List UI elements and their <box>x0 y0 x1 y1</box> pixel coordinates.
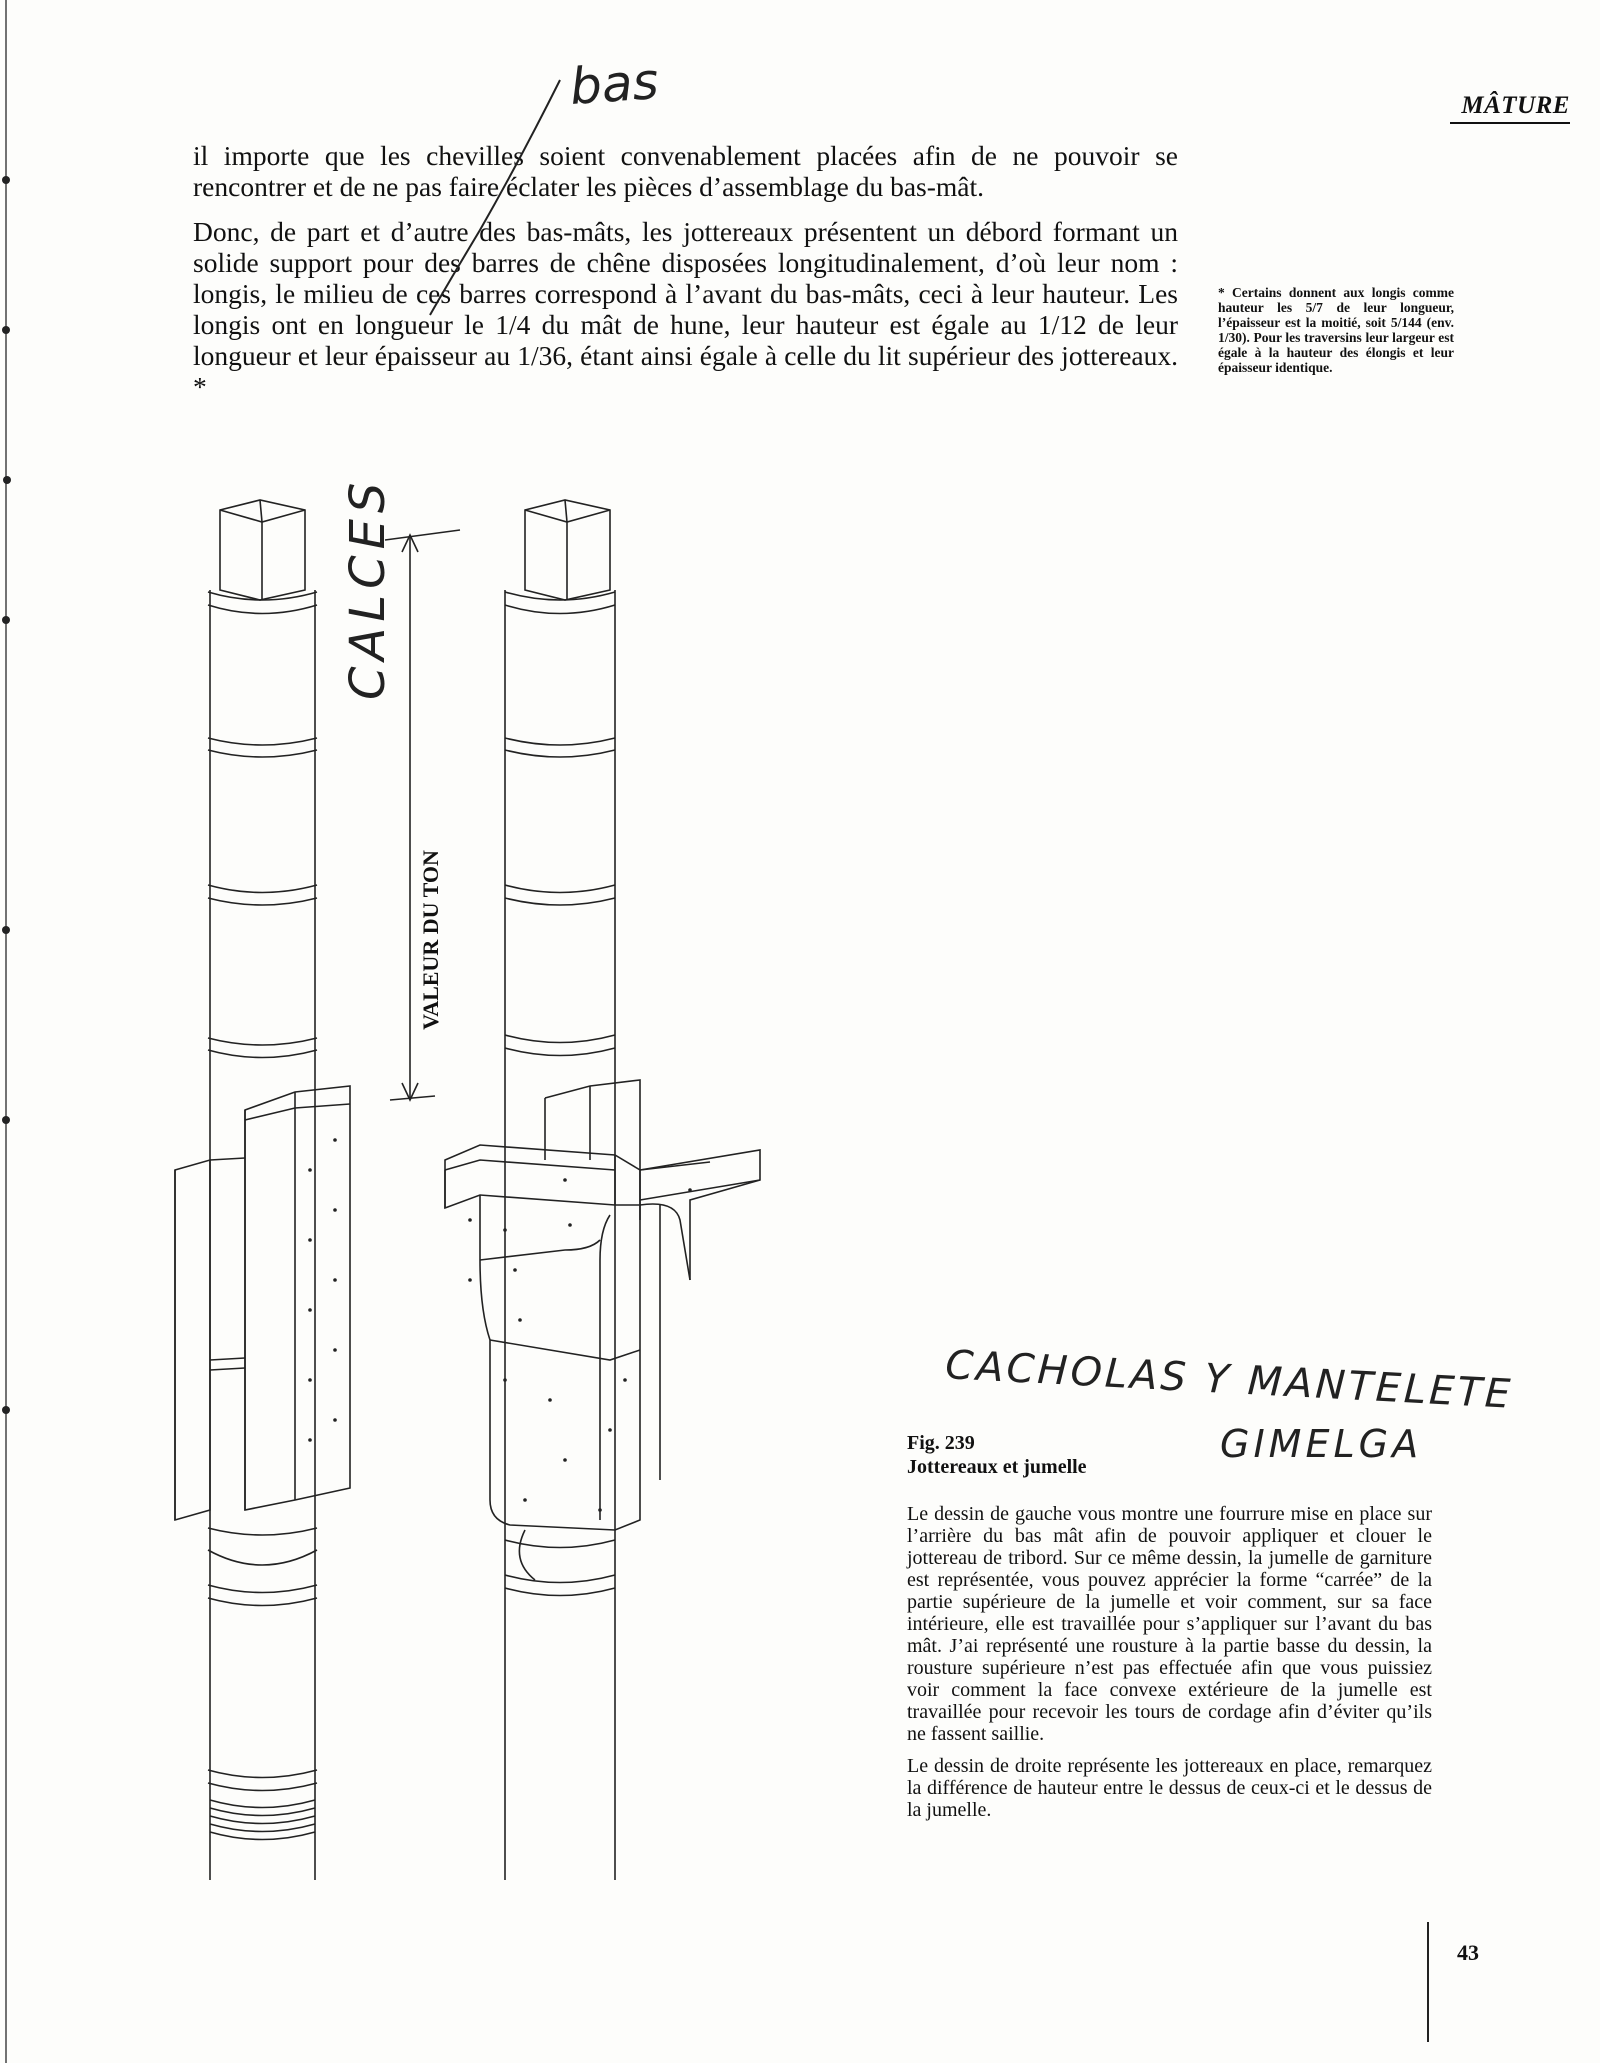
handwritten-slash <box>420 70 570 320</box>
caption-paragraph-1: Le dessin de gauche vous montre une fourrure mise en place sur l’arrière du bas mât afin de pouvoir appliquer et clouer le jottereau de tribord. Sur ce même dessin, la jumelle de garniture est représentée, vous pouvez apprécier la forme “carrée” de la partie supérieure de la jumelle et voir comment, sur sa face intérieure, elle est travaillée pour s’appliquer sur l’avant du bas mât. J’ai représenté une rousture à la partie basse du dessin, la rousture supérieure n’est pas effectuée afin que vous puissiez voir comment la face convexe extérieure de la jumelle est travaillée pour recevoir les tours de cordage afin d’éviter qu’ils ne fassent saillie. <box>907 1503 1432 1745</box>
page-number-rule <box>1427 1922 1429 2042</box>
figure-caption <box>907 1503 1432 1831</box>
body-paragraph-1: il importe que les chevilles soient convenablement placées afin de ne pouvoir se rencontrer et de ne pas faire éclater les pièces d’assemblage du bas-mât. <box>193 140 1178 202</box>
handwritten-cacholas: CACHOLAS Y MANTELETE <box>944 1342 1515 1418</box>
body-paragraph-2: Donc, de part et d’autre des bas-mâts, les jottereaux présentent un débord formant un solide support pour des barres de chêne disposées longitudinalement, d’où leur nom : longis, le milieu de ces barres correspond à l’avant du bas-mâts, ceci à leur hauteur. Les longis ont en longueur le 1/4 du mât de hune, leur hauteur est égale au 1/12 de leur longueur et leur épaisseur au 1/36, étant ainsi égale à celle du lit supérieur des jottereaux. * <box>193 216 1178 402</box>
figure-number: Fig. 239 <box>907 1432 975 1454</box>
handwritten-gimelga: GIMELGA <box>1220 1422 1423 1466</box>
mast-drawing <box>170 480 870 1900</box>
binding-edge <box>0 0 14 2063</box>
footnote: * Certains donnent aux longis comme hauteur les 5/7 de leur longueur, l’épaisseur est la moitié, soit 5/144 (env. 1/30). Pour les traversins leur largeur est égale à la hauteur des élongis et leur épaisseur identique. <box>1218 285 1454 375</box>
figure-title: Jottereaux et jumelle <box>907 1456 1087 1478</box>
handwritten-bas: bas <box>568 51 661 117</box>
caption-paragraph-2: Le dessin de droite représente les jottereaux en place, remarquez la différence de hauteur entre le dessus de ceux-ci et le dessus de la jumelle. <box>907 1755 1432 1821</box>
section-header: MÂTURE <box>1461 92 1570 119</box>
dimension-label: VALEUR DU TON <box>418 850 443 1030</box>
header-underline <box>1450 122 1570 124</box>
left-mast-diagram <box>175 500 350 1880</box>
body-text <box>193 140 1178 416</box>
page-number: 43 <box>1457 1940 1479 1965</box>
right-mast-diagram <box>445 500 760 1880</box>
handwritten-calces: CALCES <box>340 476 396 700</box>
